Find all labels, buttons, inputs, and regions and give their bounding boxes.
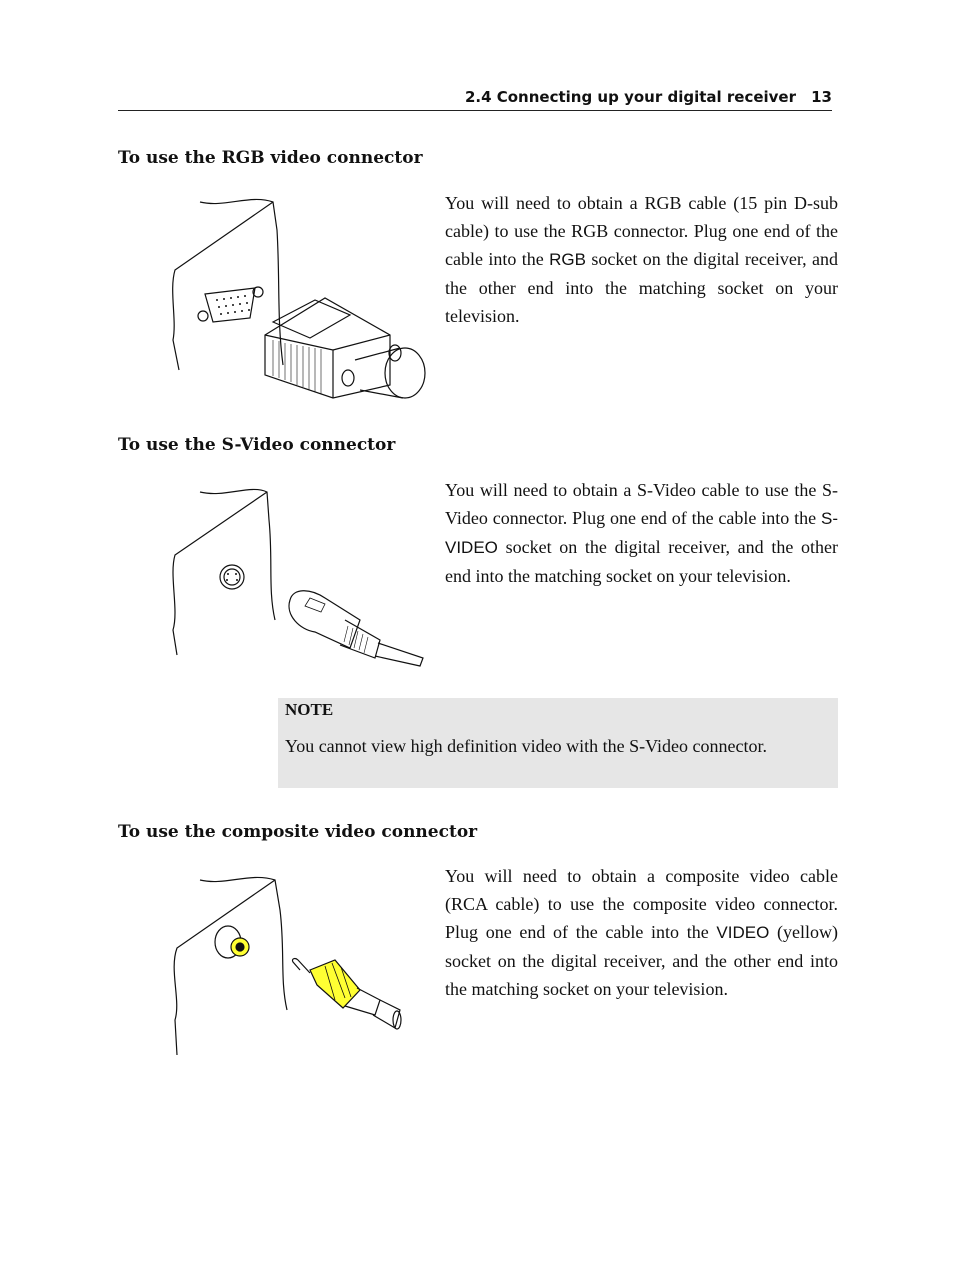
- svideo-connector-illustration: [165, 480, 435, 675]
- rgb-connector-illustration: [165, 190, 435, 405]
- rgb-text-after: socket on the digital receiver, and the other end into the matching socket on your television.: [445, 249, 839, 326]
- rgb-text-before: You will need to obtain a RGB cable (15 pin D-sub cable) to use the RGB connector. Plug one end of the cable into the: [445, 193, 838, 269]
- svideo-socket-label: S-VIDEO: [445, 509, 838, 557]
- svideo-section-heading: To use the S-Video connector: [118, 435, 396, 455]
- composite-text-after: (yellow) socket on the digital receiver, and the other end into the matching socket on your television.: [445, 922, 838, 999]
- note-box: [278, 698, 838, 788]
- svideo-text-before: You will need to obtain a S-Video cable to use the S-Video connector. Plug one end of the cable into the: [445, 480, 838, 528]
- composite-socket-label: VIDEO: [716, 923, 770, 942]
- composite-text-before: You will need to obtain a composite video cable (RCA cable) to use the composite video connector. Plug one end of the cable into the: [445, 866, 838, 942]
- page-number: 13: [811, 88, 832, 106]
- note-title: NOTE: [285, 700, 334, 719]
- rgb-section-heading: To use the RGB video connector: [118, 148, 423, 168]
- rgb-socket-label: RGB: [549, 250, 586, 269]
- svideo-text-after: socket on the digital receiver, and the other end into the matching socket on your television.: [445, 537, 838, 586]
- running-header: [118, 86, 832, 111]
- header-section-title: 2.4 Connecting up your digital receiver: [464, 88, 796, 106]
- composite-instructions: [445, 862, 838, 1003]
- composite-connector-illustration: [165, 870, 435, 1060]
- rgb-instructions: [445, 189, 838, 330]
- svideo-instructions: [445, 476, 838, 590]
- composite-section-heading: To use the composite video connector: [118, 822, 478, 842]
- note-body: You cannot view high definition video with the S-Video connector.: [285, 736, 768, 756]
